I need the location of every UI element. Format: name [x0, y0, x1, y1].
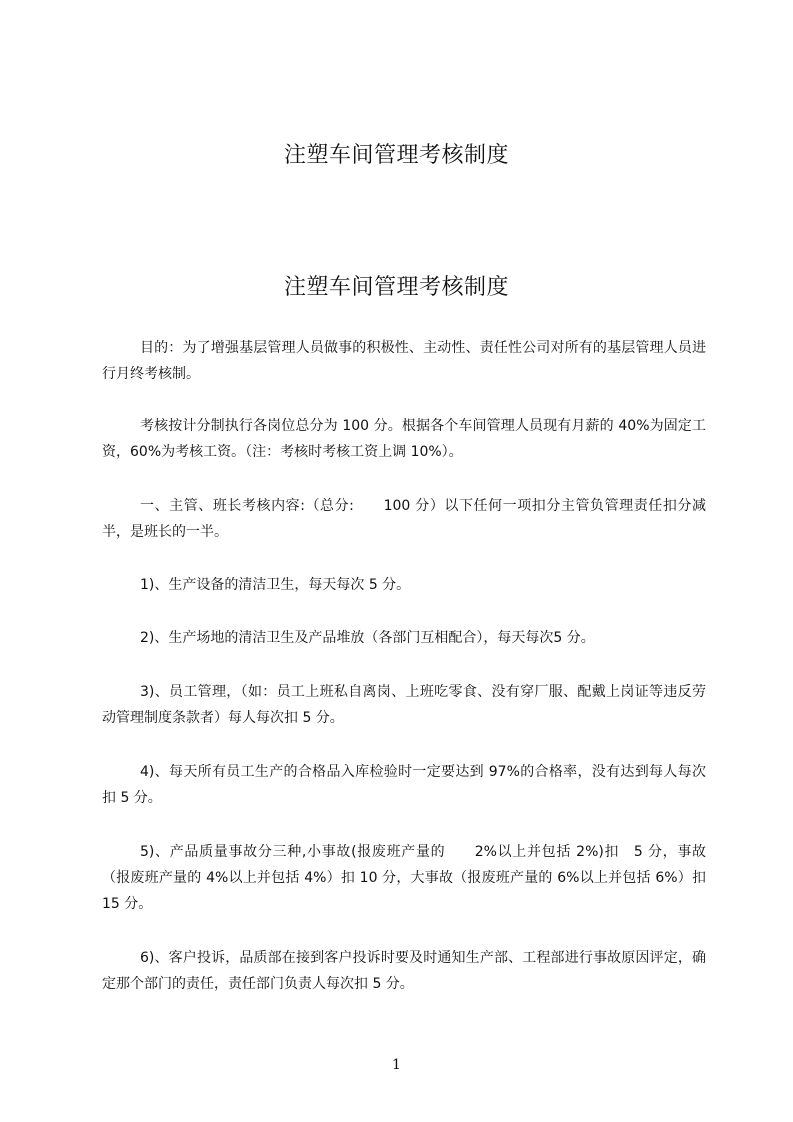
section-one-heading: 一、主管、班长考核内容:（总分: 100 分）以下任何一项扣分主管负管理责任扣分减半，是班长的一半。 [102, 498, 706, 540]
rule-item-3: 3)、员工管理，（如：员工上班私自离岗、上班吃零食、没有穿厂服、配戴上岗证等违反劳动管理制度条款者）每人每次扣 5 分。 [102, 684, 706, 726]
rule-item-2: 2)、生产场地的清洁卫生及产品堆放（各部门互相配合），每天每次5 分。 [140, 630, 595, 646]
rule-item-6: 6)、客户投诉，品质部在接到客户投诉时要及时通知生产部、工程部进行事故原因评定，确定那个部门的责任，责任部门负责人每次扣 5 分。 [102, 950, 706, 992]
scoring-paragraph: 考核按计分制执行各岗位总分为 100 分。根据各个车间管理人员现有月薪的 40%为固定工资，60%为考核工资。（注：考核时考核工资上调 10%）。 [102, 418, 706, 460]
document-title: 注塑车间管理考核制度 [283, 143, 509, 168]
page-number: 1 [392, 1057, 401, 1073]
rule-item-1: 1)、生产设备的清洁卫生，每天每次 5 分。 [140, 577, 411, 593]
document-section-title: 注塑车间管理考核制度 [283, 275, 509, 300]
rule-item-4: 4)、每天所有员工生产的合格品入库检验时一定要达到 97%的合格率，没有达到每人每次扣 5 分。 [102, 764, 706, 806]
purpose-paragraph: 目的：为了增强基层管理人员做事的积极性、主动性、责任性公司对所有的基层管理人员进行月终考核制。 [102, 340, 706, 382]
rule-item-5: 5)、产品质量事故分三种,小事故(报废班产量的 2%以上并包括 2%)扣 5 分，事故（报废班产量的 4%以上并包括 4%）扣 10 分，大事故（报废班产量的 6%以上并包括 6%）扣 15 分。 [102, 844, 706, 912]
